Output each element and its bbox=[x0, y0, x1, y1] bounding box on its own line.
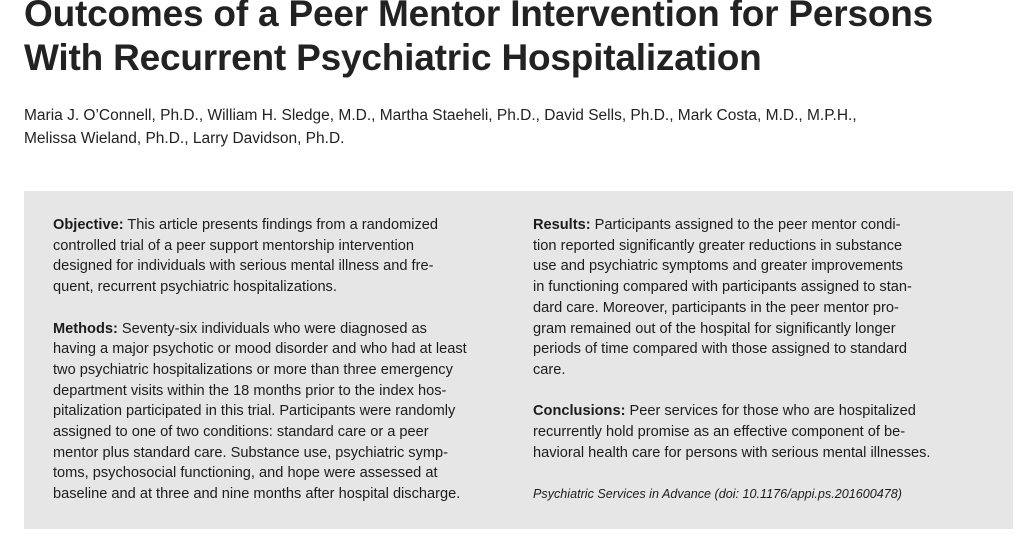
results-text-line: tion reported significantly greater reductions in substance bbox=[533, 237, 903, 254]
title-line-2: With Recurrent Psychiatric Hospitalization bbox=[24, 37, 762, 78]
results-text-line: periods of time compared with those assigned to standard bbox=[533, 341, 907, 358]
title-line-1: Outcomes of a Peer Mentor Intervention for Persons bbox=[24, 0, 934, 34]
methods-text-line: toms, psychosocial functioning, and hope were assessed at bbox=[53, 465, 438, 482]
objective-label: Objective: bbox=[53, 217, 124, 233]
results-text-line: gram remained out of the hospital for significantly longer bbox=[533, 320, 896, 337]
objective-text-line: controlled trial of a peer support mentorship intervention bbox=[53, 237, 414, 254]
article-title bbox=[24, 0, 1014, 80]
authors-line-2: Melissa Wieland, Ph.D., Larry Davidson, Ph.D. bbox=[24, 130, 345, 147]
methods-text-line: two psychiatric hospitalizations or more than three emergency bbox=[53, 361, 453, 378]
methods-text-line: Seventy-six individuals who were diagnosed as bbox=[117, 320, 427, 337]
objective-text-line: designed for individuals with serious mental illness and fre- bbox=[53, 258, 434, 275]
results-label: Results: bbox=[533, 217, 591, 233]
conclusions-text-line: Peer services for those who are hospitalized bbox=[625, 403, 916, 420]
methods-text-line: pitalization participated in this trial. Participants were randomly bbox=[53, 403, 456, 420]
results-text-line: in functioning compared with participants assigned to stan- bbox=[533, 279, 912, 296]
doi-citation: Psychiatric Services in Advance (doi: 10.1176/appi.ps.201600478) bbox=[533, 487, 902, 502]
results-text-line: use and psychiatric symptoms and greater improvements bbox=[533, 258, 903, 275]
results-text-line: care. bbox=[533, 361, 566, 378]
abstract-left-column bbox=[53, 215, 505, 526]
methods-text-line: mentor plus standard care. Substance use, psychiatric symp- bbox=[53, 444, 449, 461]
objective-text-line: quent, recurrent psychiatric hospitalizations. bbox=[53, 279, 337, 296]
authors-line-1: Maria J. O’Connell, Ph.D., William H. Sledge, M.D., Martha Staeheli, Ph.D., David Sells, Ph.D., Mark Costa, M.D., M.P.H., bbox=[24, 107, 857, 124]
methods-section bbox=[53, 319, 505, 505]
methods-label: Methods: bbox=[53, 320, 118, 337]
methods-text-line: department visits within the 18 months prior to the index hos- bbox=[53, 382, 447, 399]
abstract-right-column bbox=[533, 215, 988, 505]
results-section bbox=[533, 215, 988, 381]
objective-section bbox=[53, 215, 505, 298]
objective-text-line: This article presents findings from a randomized bbox=[123, 217, 439, 233]
results-text-line: dard care. Moreover, participants in the peer mentor pro- bbox=[533, 299, 899, 316]
methods-text-line: baseline and at three and nine months after hospital discharge. bbox=[53, 486, 461, 503]
conclusions-text-line: havioral health care for persons with serious mental illnesses. bbox=[533, 444, 931, 461]
author-list bbox=[24, 104, 1014, 150]
conclusions-text-line: recurrently hold promise as an effective component of be- bbox=[533, 424, 906, 441]
abstract-box bbox=[24, 191, 1013, 529]
conclusions-label: Conclusions: bbox=[533, 403, 626, 420]
methods-text-line: assigned to one of two conditions: standard care or a peer bbox=[53, 424, 429, 441]
conclusions-section bbox=[533, 401, 988, 463]
results-text-line: Participants assigned to the peer mentor condi- bbox=[590, 217, 901, 233]
methods-text-line: having a major psychotic or mood disorder and who had at least bbox=[53, 341, 467, 358]
